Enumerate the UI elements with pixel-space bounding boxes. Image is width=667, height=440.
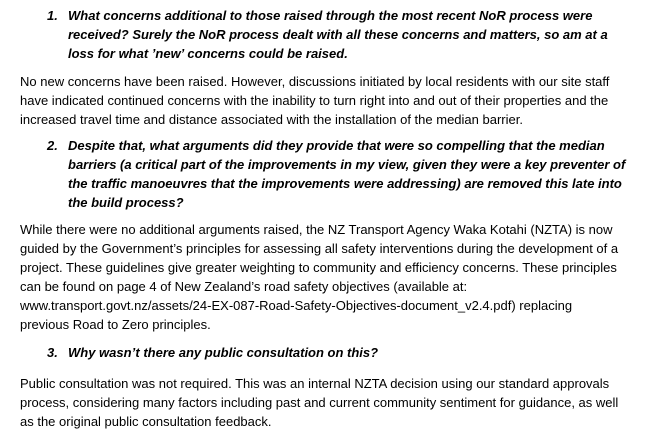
answer-1: No new concerns have been raised. However, discussions initiated by local residents with our site staff have indicated continued concerns with the inability to turn right into and out of their properties and the increased travel time and distance associated with the installation of the median barrier. <box>20 74 610 127</box>
question-3 <box>47 343 627 362</box>
question-number: 1. <box>47 8 58 23</box>
qa-item-3 <box>0 343 667 429</box>
qa-item-2 <box>0 136 667 332</box>
question-text: Why wasn’t there any public consultation on this? <box>68 345 379 360</box>
question-text: Despite that, what arguments did they provide that were so compelling that the median barriers (a critical part of the improvements in my view, given they were a key preventer of the traffic manoeuvres that the improvements were addressing) are removed this late into the build process? <box>68 138 626 210</box>
answer-3: Public consultation was not required. This was an internal NZTA decision using our standard approvals process, considering many factors including past and current community sentiment for guidance, as well as the original public consultation feedback. <box>20 376 619 429</box>
question-number: 3. <box>47 345 58 360</box>
answer-2: While there were no additional arguments raised, the NZ Transport Agency Waka Kotahi (NZTA) is now guided by the Government’s principles for assessing all safety interventions during the development of a project. These guidelines give greater weighting to community and efficiency concerns. These principles can be found on page 4 of New Zealand’s road safety objectives (available at: www.transport.govt.nz/assets/24-EX-087-Road-Safety-Objectives-document_v2.4.pdf) replacing previous Road to Zero principles. <box>20 222 619 332</box>
question-1 <box>47 6 627 63</box>
qa-item-1 <box>0 6 667 127</box>
question-number: 2. <box>47 138 58 153</box>
question-2 <box>47 136 627 212</box>
question-text: What concerns additional to those raised through the most recent NoR process were received? Surely the NoR process dealt with all these concerns and matters, so am at a loss for what ’new’ concerns could be raised. <box>68 8 608 61</box>
